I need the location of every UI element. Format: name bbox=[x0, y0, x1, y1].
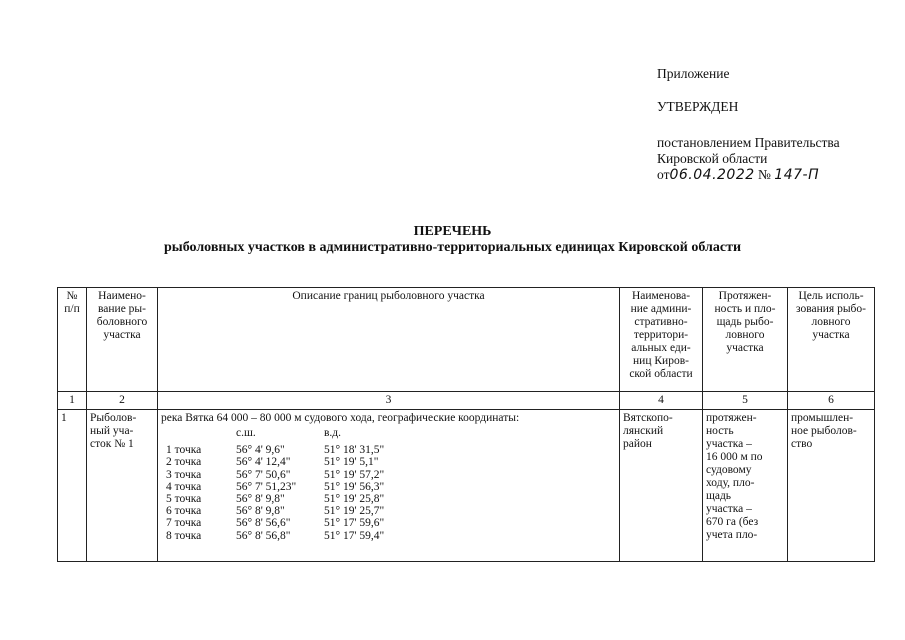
coord-header-lat: с.ш. bbox=[236, 427, 256, 439]
row-length-line: протяжен- bbox=[706, 412, 757, 424]
column-number: 5 bbox=[703, 392, 788, 410]
row-length-line: щадь bbox=[706, 490, 732, 502]
row-length-line: 16 000 м по bbox=[706, 451, 763, 463]
point-lat: 56° 8' 9,8" bbox=[236, 493, 285, 506]
point-label: 6 точка bbox=[166, 505, 202, 518]
row-unit-line: Вятскопо- bbox=[623, 412, 673, 424]
fishing-areas-table bbox=[57, 287, 875, 562]
coordinate-row bbox=[166, 505, 384, 517]
header-length-line: Протяжен- bbox=[718, 290, 772, 302]
decree-date-number bbox=[657, 167, 819, 183]
row-unit-line: лянский bbox=[623, 425, 664, 437]
header-purpose bbox=[788, 288, 875, 392]
header-unit-line: ние админи- bbox=[630, 303, 692, 315]
approved-label: УТВЕРЖДЕН bbox=[657, 99, 739, 114]
point-lon: 51° 19' 5,1" bbox=[324, 456, 379, 469]
column-number: 1 bbox=[58, 392, 87, 410]
header-length-line: ность и пло- bbox=[714, 303, 776, 315]
header-name-line: боловного bbox=[96, 316, 148, 328]
point-lat: 56° 4' 9,6" bbox=[236, 444, 285, 457]
row-name-line: Рыболов- bbox=[90, 412, 137, 424]
coordinate-row bbox=[166, 481, 384, 493]
point-label: 7 точка bbox=[166, 517, 202, 530]
row-purpose-line: промышлен- bbox=[791, 412, 854, 424]
header-unit-line: Наименова- bbox=[631, 290, 691, 302]
header-unit-line: ниц Киров- bbox=[633, 355, 689, 367]
point-lat: 56° 8' 9,8" bbox=[236, 505, 285, 518]
header-length-line: щадь рыбо- bbox=[716, 316, 774, 328]
header-purpose-line: зования рыбо- bbox=[796, 303, 866, 315]
header-name-line: вание ры- bbox=[98, 303, 146, 315]
coordinates-header bbox=[166, 427, 384, 444]
row-purpose-line: ство bbox=[791, 438, 813, 450]
document-subtitle: рыболовных участков в административно-территориальных единицах Кировской области bbox=[163, 240, 742, 255]
row-length-line: учета пло- bbox=[706, 529, 758, 541]
header-unit-line: ской области bbox=[629, 368, 693, 380]
coordinate-row bbox=[166, 530, 384, 542]
header-length-line: участка bbox=[726, 342, 764, 354]
coordinates-table bbox=[166, 427, 384, 542]
point-lon: 51° 17' 59,4" bbox=[324, 529, 385, 542]
row-name-line: ный уча- bbox=[90, 425, 134, 437]
column-number-row bbox=[58, 392, 875, 410]
row-length-line: 670 га (без bbox=[706, 516, 759, 528]
point-lon: 51° 19' 57,2" bbox=[324, 468, 385, 481]
description-text: река Вятка 64 000 – 80 000 м судового хода, географические координаты: bbox=[161, 412, 520, 424]
row-length-line: участка – bbox=[706, 503, 752, 515]
from-prefix: от bbox=[657, 167, 670, 182]
point-label: 2 точка bbox=[166, 456, 202, 469]
row-num: 1 bbox=[58, 410, 87, 562]
header-purpose-line: ловного bbox=[811, 316, 851, 328]
point-lat: 56° 4' 12,4" bbox=[236, 456, 291, 469]
row-unit bbox=[620, 410, 703, 562]
point-lat: 56° 7' 51,23" bbox=[236, 480, 297, 493]
point-lat: 56° 7' 50,6" bbox=[236, 468, 291, 481]
header-name bbox=[87, 288, 158, 392]
point-lon: 51° 17' 59,6" bbox=[324, 517, 385, 530]
decree-line-2: Кировской области bbox=[657, 151, 768, 166]
row-name bbox=[87, 410, 158, 562]
number-prefix: № bbox=[758, 167, 771, 182]
header-unit bbox=[620, 288, 703, 392]
header-length bbox=[703, 288, 788, 392]
row-length-line: участка – bbox=[706, 438, 752, 450]
coordinate-row bbox=[166, 517, 384, 529]
row-length-line: ность bbox=[706, 425, 734, 437]
column-number: 4 bbox=[620, 392, 703, 410]
coord-header-blank bbox=[166, 427, 236, 444]
header-unit-line: альных еди- bbox=[631, 342, 691, 354]
row-length-line: судовому bbox=[706, 464, 752, 476]
point-label: 4 точка bbox=[166, 480, 202, 493]
header-num-line: п/п bbox=[64, 303, 80, 315]
point-label: 1 точка bbox=[166, 444, 202, 457]
point-label: 8 точка bbox=[166, 529, 202, 542]
row-purpose bbox=[788, 410, 875, 562]
table-row bbox=[58, 410, 875, 562]
point-lat: 56° 8' 56,8" bbox=[236, 529, 291, 542]
decree-line-1: постановлением Правительства bbox=[657, 135, 840, 150]
header-description-line: Описание границ рыболовного участка bbox=[292, 290, 485, 302]
point-lon: 51° 18' 31,5" bbox=[324, 444, 385, 457]
coordinate-row bbox=[166, 493, 384, 505]
point-lon: 51° 19' 25,8" bbox=[324, 493, 385, 506]
document-title: ПЕРЕЧЕНЬ bbox=[413, 224, 492, 239]
header-description bbox=[158, 288, 620, 392]
point-lat: 56° 8' 56,6" bbox=[236, 517, 291, 530]
table-header-row bbox=[58, 288, 875, 392]
row-purpose-line: ное рыболов- bbox=[791, 425, 857, 437]
header-purpose-line: Цель исполь- bbox=[798, 290, 864, 302]
header-purpose-line: участка bbox=[812, 329, 850, 341]
column-number: 6 bbox=[788, 392, 875, 410]
header-num bbox=[58, 288, 87, 392]
row-description bbox=[158, 410, 620, 562]
coord-header-lon: в.д. bbox=[324, 427, 342, 439]
coordinate-row bbox=[166, 444, 384, 456]
column-number: 3 bbox=[158, 392, 620, 410]
header-length-line: ловного bbox=[725, 329, 765, 341]
header-num-line: № bbox=[66, 290, 78, 302]
coordinate-row bbox=[166, 456, 384, 468]
handwritten-number: 147-П bbox=[774, 167, 820, 183]
header-unit-line: стративно- bbox=[634, 316, 688, 328]
point-lon: 51° 19' 56,3" bbox=[324, 480, 385, 493]
row-length bbox=[703, 410, 788, 562]
coordinate-row bbox=[166, 469, 384, 481]
row-name-line: сток № 1 bbox=[90, 438, 134, 450]
handwritten-date: 06.04.2022 bbox=[669, 167, 755, 183]
row-unit-line: район bbox=[623, 438, 652, 450]
header-unit-line: территори- bbox=[633, 329, 689, 341]
header-name-line: участка bbox=[103, 329, 141, 341]
row-length-line: ходу, пло- bbox=[706, 477, 755, 489]
column-number: 2 bbox=[87, 392, 158, 410]
point-lon: 51° 19' 25,7" bbox=[324, 505, 385, 518]
point-label: 3 точка bbox=[166, 468, 202, 481]
appendix-label: Приложение bbox=[657, 66, 730, 81]
header-name-line: Наимено- bbox=[98, 290, 146, 302]
point-label: 5 точка bbox=[166, 493, 202, 506]
